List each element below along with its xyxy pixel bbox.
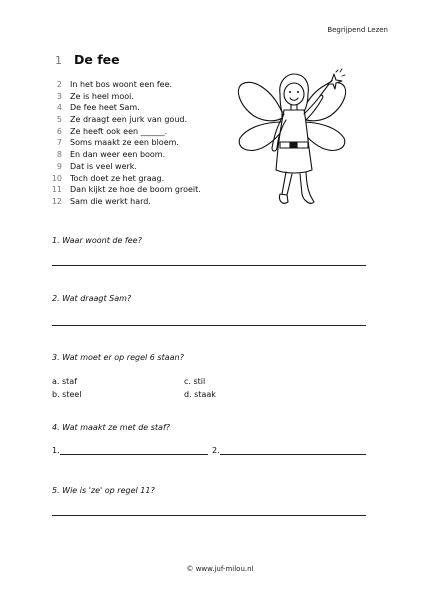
title-line-number: 1 xyxy=(55,54,62,67)
story-line xyxy=(48,150,248,162)
worksheet-category: Begrijpend Lezen xyxy=(327,26,388,34)
line-text: Ze draagt een jurk van goud. xyxy=(70,115,188,125)
story-line xyxy=(48,127,248,139)
line-number: 6 xyxy=(56,126,62,136)
line-text: Ze heeft ook een ______. xyxy=(70,126,168,136)
answer-line-4b[interactable] xyxy=(220,446,366,455)
line-number: 2 xyxy=(56,80,62,89)
line-text: Dan kijkt ze hoe de boom groeit. xyxy=(70,185,201,195)
option-d[interactable]: d. staak xyxy=(184,390,216,399)
option-c[interactable]: c. stil xyxy=(184,377,206,386)
answer-part-1-label: 1. xyxy=(52,446,60,455)
question-4: 4. Wat maakt ze met de staf? xyxy=(52,423,171,432)
answer-line-5[interactable] xyxy=(52,515,366,516)
answer-line-2[interactable] xyxy=(52,325,366,326)
story-line xyxy=(48,185,248,197)
answer-part-2-label: 2. xyxy=(212,446,220,455)
question-4-answers xyxy=(52,446,366,458)
story-line xyxy=(48,115,248,127)
line-text: Sam die werkt hard. xyxy=(70,196,151,206)
question-3: 3. Wat moet er op regel 6 staan? xyxy=(52,353,184,362)
question-5: 5. Wie is 'ze' op regel 11? xyxy=(52,486,155,495)
line-number: 9 xyxy=(56,161,62,171)
answer-part-2 xyxy=(212,446,366,455)
page-title: De fee xyxy=(74,52,120,67)
line-number: 11 xyxy=(51,185,62,195)
title-row xyxy=(48,52,120,67)
line-text: De fee heet Sam. xyxy=(70,103,140,113)
line-text: In het bos woont een fee. xyxy=(70,80,173,89)
answer-options xyxy=(52,377,312,399)
line-text: Toch doet ze het graag. xyxy=(70,173,165,183)
line-number: 3 xyxy=(56,91,62,101)
answer-line-4a[interactable] xyxy=(60,446,208,455)
line-number: 5 xyxy=(56,115,62,125)
line-text: En dan weer een boom. xyxy=(70,150,166,160)
line-number: 10 xyxy=(51,173,62,183)
story-line xyxy=(48,138,248,150)
option-b[interactable]: b. steel xyxy=(52,390,82,399)
line-number: 8 xyxy=(56,150,62,160)
story-line xyxy=(48,80,248,92)
line-number: 7 xyxy=(56,138,62,148)
footer-credit: © www.juf-milou.nl xyxy=(186,565,254,573)
line-number: 4 xyxy=(56,103,62,113)
story-line xyxy=(48,162,248,174)
line-text: Soms maakt ze een bloem. xyxy=(70,138,179,148)
story-line xyxy=(48,103,248,115)
fairy-illustration-icon xyxy=(232,68,352,216)
story-line xyxy=(48,92,248,104)
answer-part-1 xyxy=(52,446,208,455)
answer-line-1[interactable] xyxy=(52,265,366,266)
line-number: 12 xyxy=(51,196,62,206)
question-1: 1. Waar woont de fee? xyxy=(52,236,142,245)
option-a[interactable]: a. staf xyxy=(52,377,78,386)
line-text: Ze is heel mooi. xyxy=(70,91,134,101)
story-line xyxy=(48,174,248,186)
line-text: Dat is veel werk. xyxy=(70,161,137,171)
question-2: 2. Wat draagt Sam? xyxy=(52,294,132,303)
story-line xyxy=(48,197,248,209)
story-text xyxy=(48,80,248,209)
